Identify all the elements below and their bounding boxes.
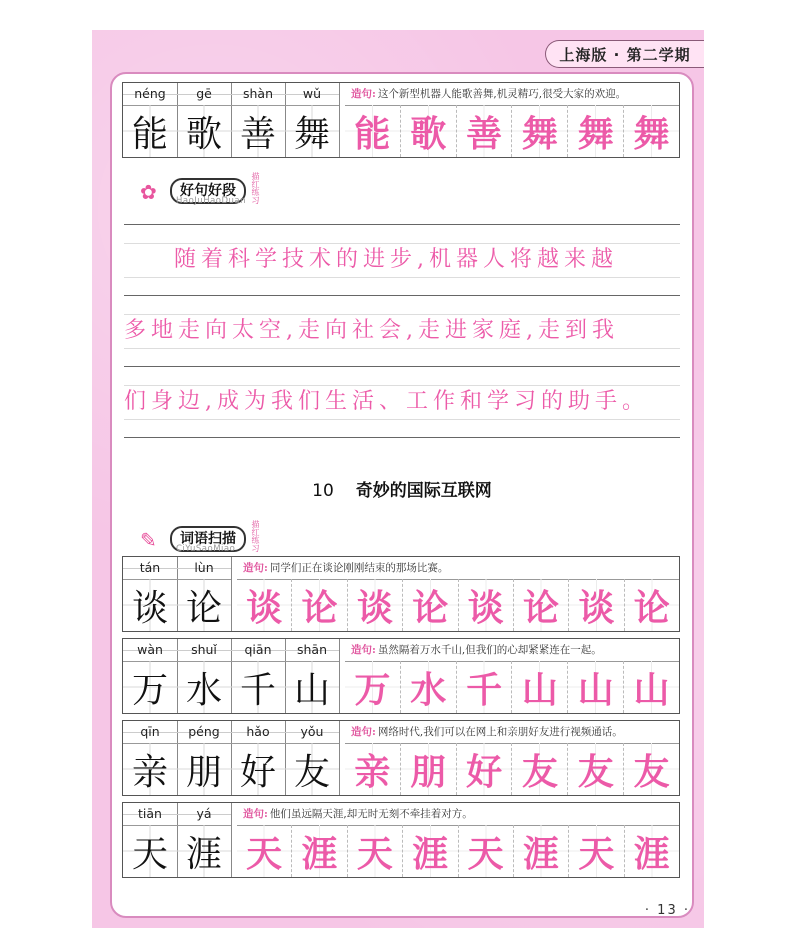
trace-cell[interactable]: 论 <box>625 579 679 631</box>
trace-cell[interactable]: 朋 <box>401 743 457 795</box>
trace-cell[interactable]: 天 <box>348 825 403 877</box>
section-subtitle: CiYuSaoMiao <box>176 544 236 554</box>
sentence-label: 造句: <box>351 644 376 656</box>
example-sentence <box>237 803 679 826</box>
trace-cell[interactable]: 天 <box>569 825 624 877</box>
ciyusaomiao-badge <box>140 520 260 552</box>
hanzi-tile <box>285 721 340 795</box>
sentence-label: 造句: <box>243 562 268 574</box>
practice-area <box>345 83 679 157</box>
trace-cell[interactable]: 万 <box>345 661 401 713</box>
trace-cell[interactable]: 友 <box>512 743 568 795</box>
section-side-label: 描红练习 <box>251 172 260 204</box>
hanzi-char: 万 <box>123 661 177 713</box>
hanzi-char: 论 <box>177 579 231 631</box>
trace-cell[interactable]: 千 <box>457 661 513 713</box>
hanzi-char: 天 <box>123 825 177 877</box>
practice-area <box>237 557 679 631</box>
trace-cell[interactable]: 舞 <box>512 105 568 157</box>
pinyin-label: wǔ <box>285 83 339 106</box>
hanzi-char: 千 <box>231 661 285 713</box>
trace-cell[interactable]: 舞 <box>568 105 624 157</box>
hanzi-char: 亲 <box>123 743 177 795</box>
section-title: 词语扫描 <box>170 526 246 552</box>
hanzi-char: 友 <box>285 743 339 795</box>
hanzi-tile <box>177 721 232 795</box>
paragraph-practice <box>124 224 680 438</box>
hanzi-char: 朋 <box>177 743 231 795</box>
sentence-text: 虽然隔着万水千山,但我们的心却紧紧连在一起。 <box>377 644 602 656</box>
book-icon: ✎ <box>140 528 157 552</box>
hanzi-tile <box>123 639 178 713</box>
trace-cell[interactable]: 山 <box>624 661 679 713</box>
trace-cell[interactable]: 谈 <box>348 579 403 631</box>
sentence-text: 网络时代,我们可以在网上和亲朋好友进行视频通话。 <box>377 726 623 738</box>
trace-cell[interactable]: 山 <box>512 661 568 713</box>
paragraph-text[interactable]: 们身边,成为我们生活、工作和学习的助手。 <box>124 389 649 414</box>
sentence-text: 他们虽远隔天涯,却无时无刻不牵挂着对方。 <box>269 808 473 820</box>
pinyin-label: gē <box>177 83 231 106</box>
trace-cell[interactable]: 友 <box>624 743 679 795</box>
flower-icon: ✿ <box>140 180 157 204</box>
hanzi-tile <box>177 639 232 713</box>
hanzi-char: 舞 <box>285 105 339 157</box>
trace-cell[interactable]: 天 <box>459 825 514 877</box>
trace-cell[interactable]: 谈 <box>237 579 292 631</box>
pinyin-label: shàn <box>231 83 285 106</box>
pinyin-label: hǎo <box>231 721 285 744</box>
content-panel <box>110 72 694 918</box>
workbook-page <box>92 30 704 928</box>
hanzi-tile <box>231 639 286 713</box>
trace-cell[interactable]: 涯 <box>514 825 569 877</box>
hanzi-char: 山 <box>285 661 339 713</box>
hanzi-char: 能 <box>123 105 177 157</box>
lesson-name: 奇妙的国际互联网 <box>355 481 492 501</box>
paragraph-line <box>124 225 680 296</box>
trace-cell[interactable]: 谈 <box>569 579 624 631</box>
practice-area <box>345 639 679 713</box>
example-sentence <box>345 83 679 106</box>
hanzi-char: 善 <box>231 105 285 157</box>
hanzi-tile <box>177 83 232 157</box>
hanzi-char: 水 <box>177 661 231 713</box>
hanzi-tile <box>231 83 286 157</box>
example-sentence <box>237 557 679 580</box>
section-side-label: 描红练习 <box>251 520 260 552</box>
trace-cell[interactable]: 论 <box>514 579 569 631</box>
hanzi-char: 谈 <box>123 579 177 631</box>
sentence-label: 造句: <box>243 808 268 820</box>
hanzi-tile <box>177 803 232 877</box>
hanzi-tile <box>123 557 178 631</box>
pinyin-label: tiān <box>123 803 177 826</box>
hanzi-tile <box>123 721 178 795</box>
hanzi-tile <box>123 803 178 877</box>
example-sentence <box>345 639 679 662</box>
word-row-tianya <box>122 802 680 878</box>
word-row-wanshuiqianshan <box>122 638 680 714</box>
trace-cell[interactable]: 好 <box>457 743 513 795</box>
pinyin-label: qiān <box>231 639 285 662</box>
trace-cell[interactable]: 涯 <box>292 825 347 877</box>
word-row-nenggeshanwu <box>122 82 680 158</box>
practice-area <box>345 721 679 795</box>
paragraph-line <box>124 296 680 367</box>
hanzi-char: 好 <box>231 743 285 795</box>
hanzi-tile <box>285 83 340 157</box>
trace-cell[interactable]: 谈 <box>459 579 514 631</box>
pinyin-label: yá <box>177 803 231 826</box>
pinyin-label: wàn <box>123 639 177 662</box>
pinyin-label: qīn <box>123 721 177 744</box>
trace-cell[interactable]: 涯 <box>625 825 679 877</box>
trace-cell[interactable]: 论 <box>292 579 347 631</box>
lesson-number: 10 <box>312 481 334 501</box>
trace-cell[interactable]: 亲 <box>345 743 401 795</box>
sentence-label: 造句: <box>351 88 376 100</box>
trace-cell[interactable]: 天 <box>237 825 292 877</box>
trace-cell[interactable]: 水 <box>401 661 457 713</box>
sentence-label: 造句: <box>351 726 376 738</box>
trace-cell[interactable]: 舞 <box>624 105 679 157</box>
hanzi-char: 歌 <box>177 105 231 157</box>
pinyin-label: shuǐ <box>177 639 231 662</box>
pinyin-label: lùn <box>177 557 231 580</box>
sentence-text: 这个新型机器人能歌善舞,机灵精巧,很受大家的欢迎。 <box>377 88 627 100</box>
hanzi-tile <box>123 83 178 157</box>
practice-area <box>237 803 679 877</box>
hanzi-tile <box>231 721 286 795</box>
lesson-title <box>112 476 692 501</box>
paragraph-text[interactable]: 随着科学技术的进步,机器人将越来越 <box>174 247 618 272</box>
hanzi-tile <box>177 557 232 631</box>
edition-tag: 上海版 · 第二学期 <box>545 40 704 68</box>
pinyin-label: yǒu <box>285 721 339 744</box>
example-sentence <box>345 721 679 744</box>
word-row-tanlun <box>122 556 680 632</box>
trace-cell[interactable]: 论 <box>403 579 458 631</box>
haojuhaoduan-badge <box>140 172 260 204</box>
trace-cell[interactable]: 善 <box>457 105 513 157</box>
trace-cell[interactable]: 能 <box>345 105 401 157</box>
pinyin-label: péng <box>177 721 231 744</box>
section-title: 好句好段 <box>170 178 246 204</box>
sentence-text: 同学们正在谈论刚刚结束的那场比赛。 <box>269 562 449 574</box>
trace-cell[interactable]: 友 <box>568 743 624 795</box>
hanzi-char: 涯 <box>177 825 231 877</box>
trace-cell[interactable]: 山 <box>568 661 624 713</box>
pinyin-label: néng <box>123 83 177 106</box>
trace-cell[interactable]: 涯 <box>403 825 458 877</box>
hanzi-tile <box>285 639 340 713</box>
pinyin-label: shān <box>285 639 339 662</box>
section-subtitle: HaoJuHaoDuan <box>176 196 247 206</box>
paragraph-line <box>124 367 680 438</box>
pinyin-label: tán <box>123 557 177 580</box>
paragraph-text[interactable]: 多地走向太空,走向社会,走进家庭,走到我 <box>124 318 619 343</box>
trace-cell[interactable]: 歌 <box>401 105 457 157</box>
page-number: · 13 · <box>644 903 690 918</box>
word-row-qinpenghaoyou <box>122 720 680 796</box>
